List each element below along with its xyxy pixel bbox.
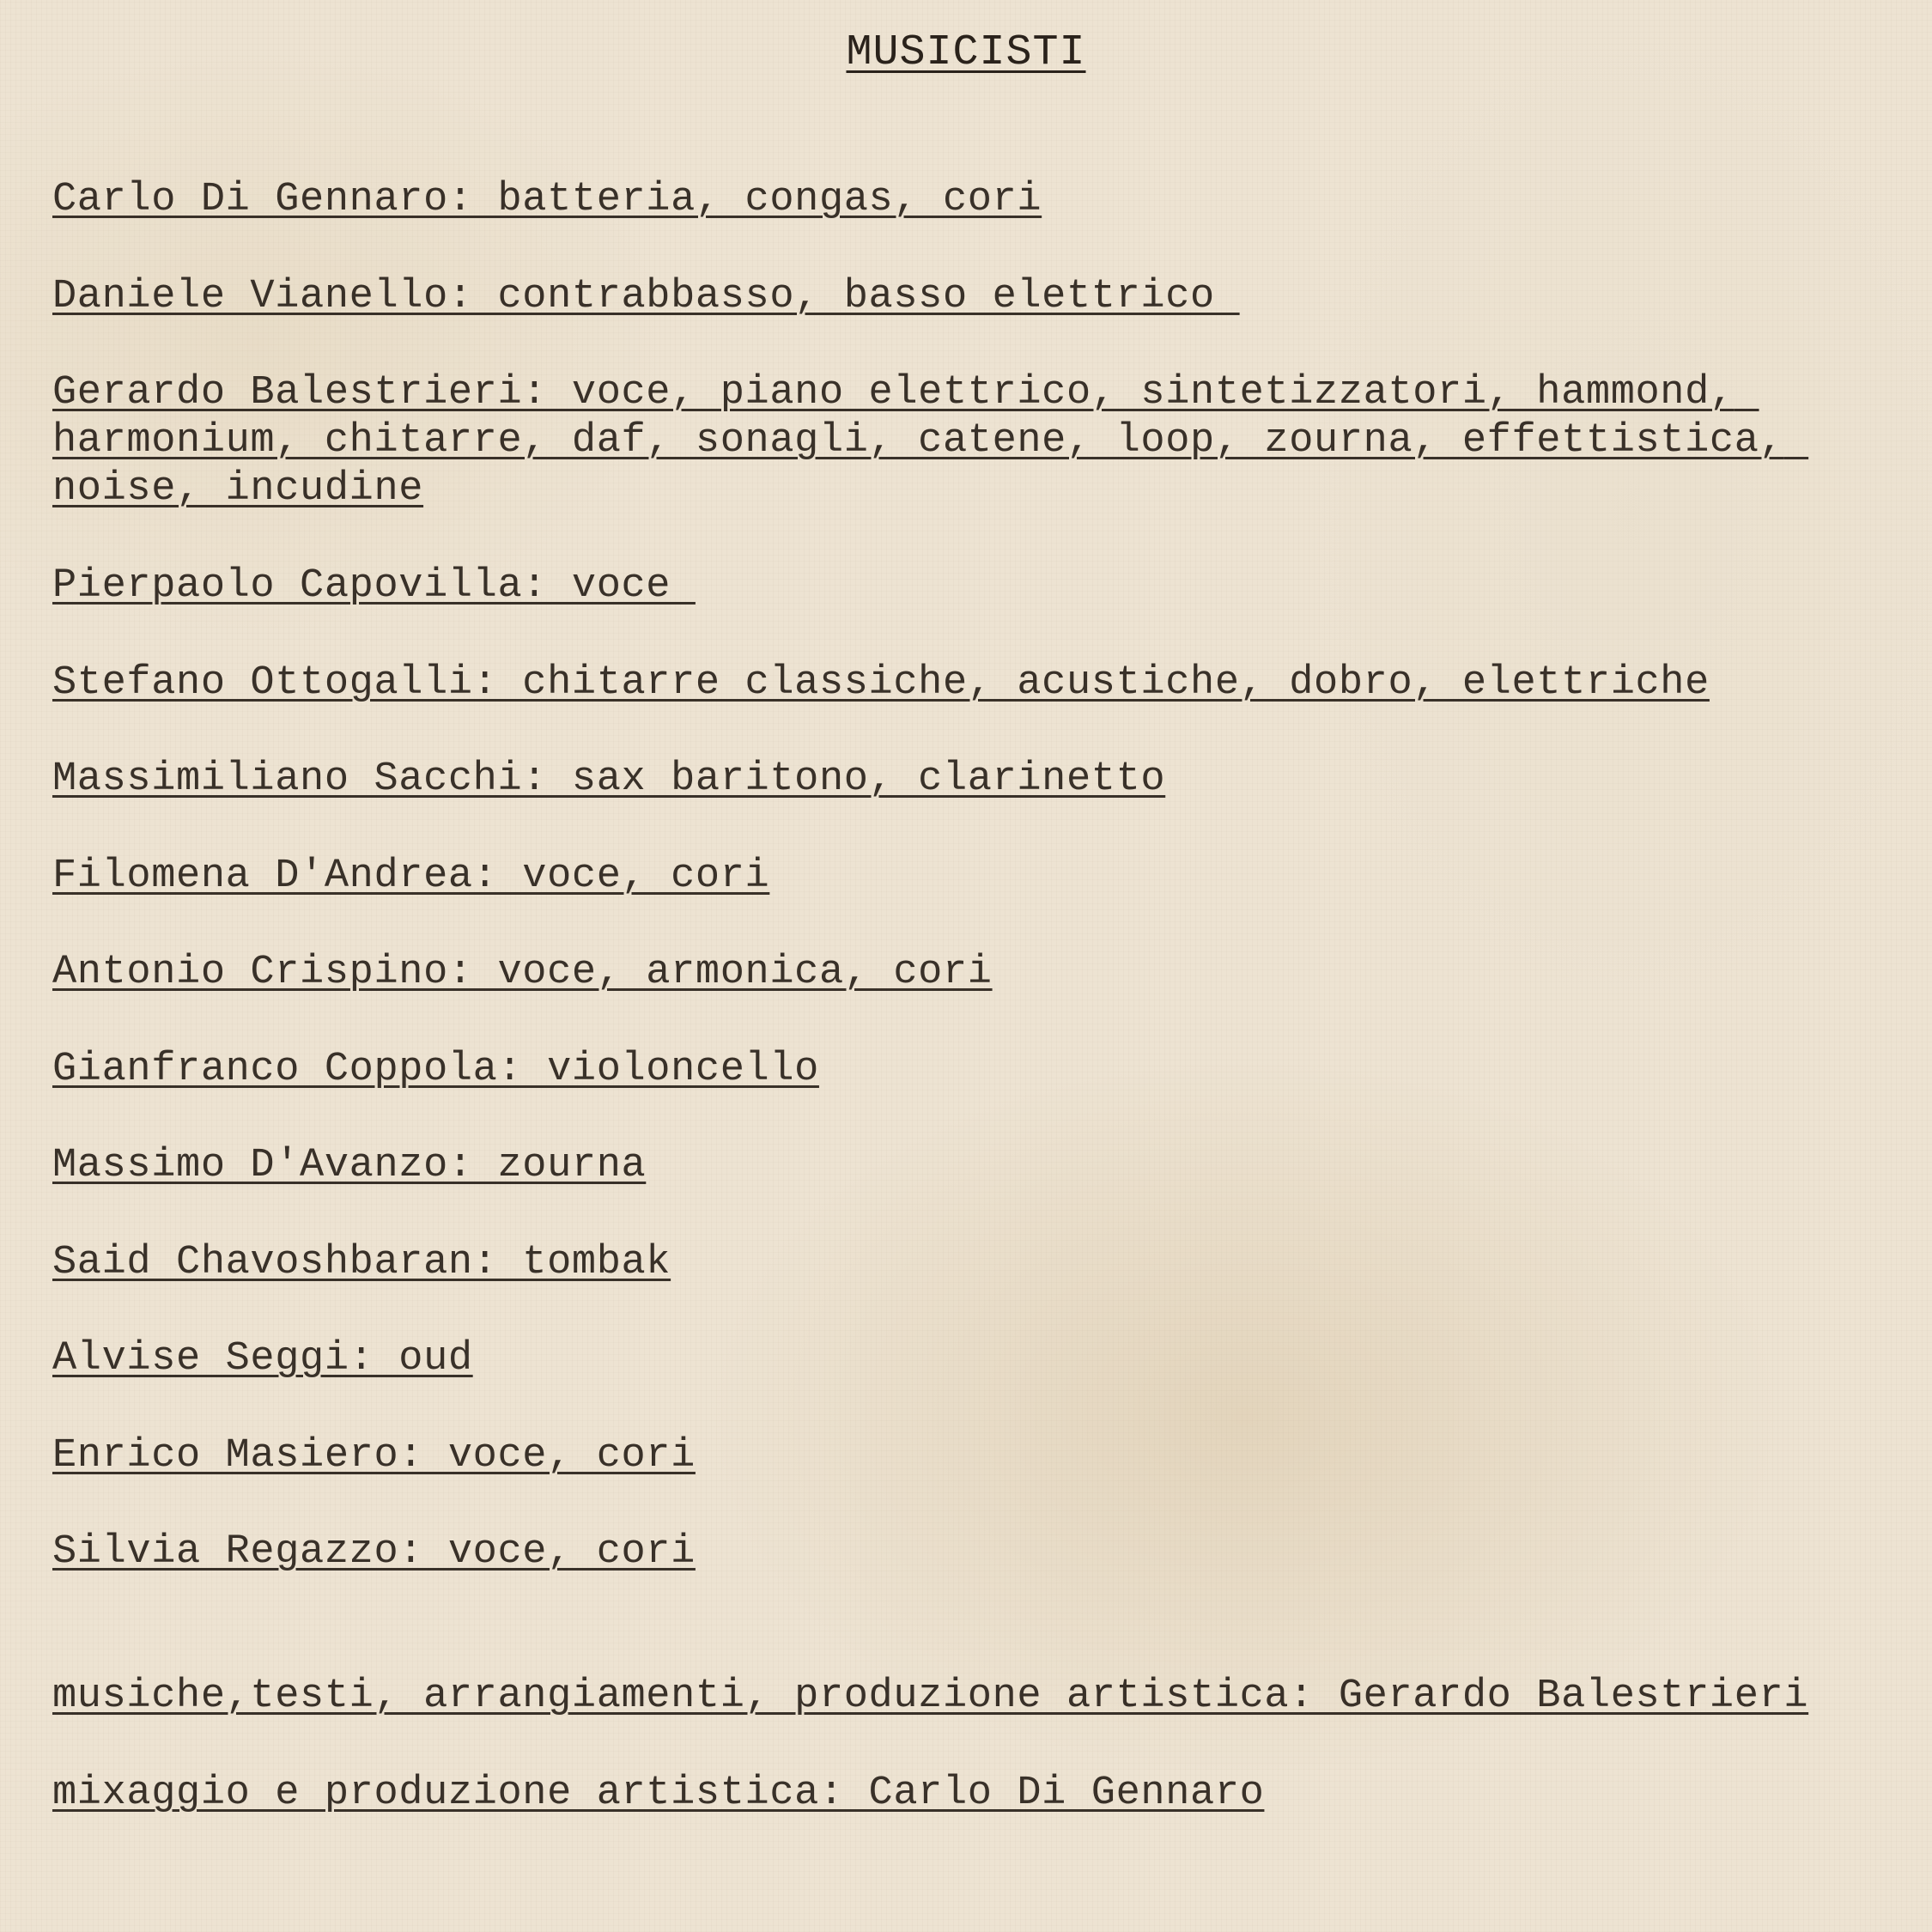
musician-line: Alvise Seggi: oud	[52, 1336, 473, 1382]
credit-line: mixaggio e produzione artistica: Carlo Di Gennaro	[52, 1771, 1265, 1816]
musician-line: Pierpaolo Capovilla: voce	[52, 563, 696, 609]
musician-line: Massimo D'Avanzo: zourna	[52, 1143, 647, 1188]
page-title: MUSICISTI	[846, 28, 1086, 77]
credit-line: musiche,testi, arrangiamenti, produzione artistica: Gerardo Balestrieri	[52, 1674, 1809, 1719]
musician-line: Antonio Crispino: voce, armonica, cori	[52, 950, 993, 995]
musician-line: Gianfranco Coppola: violoncello	[52, 1047, 819, 1092]
musician-line: Said Chavoshbaran: tombak	[52, 1240, 671, 1285]
musician-line: Gerardo Balestrieri: voce, piano elettrico, sintetizzatori, hammond, harmonium, chitarre, daf, sonagli, catene, loop, zourna, effettistica, noise, incudine	[52, 370, 1809, 512]
musician-line: Enrico Masiero: voce, cori	[52, 1433, 696, 1479]
musician-line: Filomena D'Andrea: voce, cori	[52, 854, 770, 899]
musician-line: Silvia Regazzo: voce, cori	[52, 1529, 696, 1575]
musician-line: Carlo Di Gennaro: batteria, congas, cori	[52, 177, 1042, 222]
musician-line: Daniele Vianello: contrabbasso, basso elettrico	[52, 274, 1240, 319]
musician-line: Massimiliano Sacchi: sax baritono, clarinetto	[52, 756, 1166, 802]
musician-line: Stefano Ottogalli: chitarre classiche, acustiche, dobro, elettriche	[52, 660, 1710, 706]
